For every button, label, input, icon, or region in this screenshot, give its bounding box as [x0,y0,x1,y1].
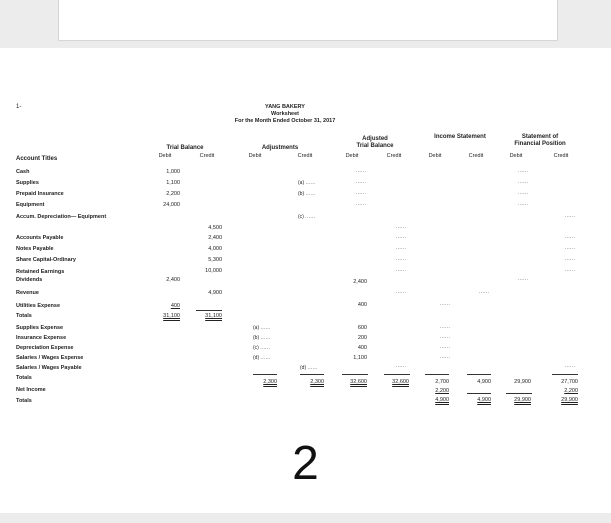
atb-debit-value: 2,400 [353,279,367,285]
account-title: Salaries / Wages Expense [16,355,84,361]
atb-credit-blank: ...... [396,256,407,262]
sfp-debit-total: 29,900 [514,379,531,385]
sfp-debit-header: Debit [509,153,523,159]
account-title: Utilities Expense [16,303,61,309]
adj-debit-total: 2,300 [263,379,277,385]
atb-credit-blank: ...... [396,289,407,295]
adj-credit-total: 2,300 [310,379,324,385]
tb-credit-header: Credit [199,153,215,159]
adj-credit-marker-c: (c) ...... [298,214,316,220]
is-debit-blank: ...... [440,344,451,350]
worksheet-page [0,48,611,513]
account-title: Prepaid Insurance [16,191,64,197]
tb-debit-total: 31,100 [163,313,180,319]
tb-debit-value: 1,000 [166,169,180,175]
sfp-header-2: Financial Position [514,141,566,147]
sfp-debit-blank: ...... [518,276,529,282]
account-title: Salaries / Wages Payable [16,365,82,371]
tb-debit-header: Debit [158,153,172,159]
is-debit-blank: ...... [440,334,451,340]
trial-balance-header: Trial Balance [166,145,204,151]
is-net-income: 2,200 [435,388,449,394]
atb-debit-blank: ...... [356,201,367,207]
account-title: Notes Payable [16,246,54,252]
adjusted-tb-header-1: Adjusted [362,136,388,142]
adj-debit-marker-d: (d) ...... [253,355,271,361]
atb-credit-blank: ...... [396,363,407,369]
sfp-credit-header: Credit [553,153,569,159]
account-title: Revenue [16,290,39,296]
sfp-debit-blank: ...... [518,168,529,174]
tb-debit-value: 400 [170,303,180,309]
problem-number: 1- [16,104,22,110]
atb-debit-header: Debit [345,153,359,159]
adj-debit-marker-a: (a) ...... [253,325,271,331]
atb-debit-value: 400 [357,345,367,351]
tb-credit-underline [196,310,222,311]
account-title: Equipment [16,202,45,208]
account-title: Supplies Expense [16,325,64,331]
atb-credit-blank: ...... [396,234,407,240]
atb-debit-blank: ...... [356,190,367,196]
adjustments-header: Adjustments [261,145,299,151]
company-name: YANG BAKERY [265,104,305,110]
adj-credit-marker-d: (d) ...... [300,365,318,371]
account-title: Retained Earnings [16,269,65,275]
account-title: Totals [16,398,32,404]
is-final-debit: 4,900 [435,397,449,403]
tb-credit-total: 31,100 [205,313,222,319]
account-title: Accounts Payable [16,235,64,241]
adj-debit-marker-b: (b) ...... [253,335,271,341]
account-titles-header: Account Titles [16,156,58,162]
is-debit-blank: ...... [440,354,451,360]
tb-credit-value: 5,300 [208,257,222,263]
sfp-header-1: Statement of [521,134,559,140]
atb-credit-total: 32,600 [392,379,409,385]
adjusted-tb-header-2: Trial Balance [356,143,394,149]
sfp-final-credit: 29,900 [561,397,578,403]
account-title: Totals [16,313,32,319]
tb-credit-value: 10,000 [205,268,222,274]
account-title: Net Income [16,387,46,393]
account-title: Accum. Depreciation— Equipment [16,214,107,220]
atb-debit-blank: ...... [356,179,367,185]
account-title: Share Capital-Ordinary [16,257,76,263]
atb-debit-blank: ...... [356,168,367,174]
atb-debit-value: 1,100 [353,355,367,361]
is-debit-header: Debit [428,153,442,159]
is-credit-total: 4,900 [477,379,491,385]
account-title: Dividends [16,277,43,283]
worksheet-title: Worksheet [270,111,300,117]
sfp-credit-blank: ...... [565,213,576,219]
account-title: Totals [16,375,32,381]
tb-credit-value: 2,400 [208,235,222,241]
is-debit-blank: ...... [440,301,451,307]
sfp-debit-blank: ...... [518,201,529,207]
atb-debit-total: 32,600 [350,379,367,385]
tb-credit-value: 4,900 [208,290,222,296]
sfp-credit-blank: ...... [565,256,576,262]
adj-debit-header: Debit [248,153,262,159]
atb-debit-value: 400 [357,302,367,308]
page-number: 2 [292,437,319,490]
adj-debit-marker-c: (c) ...... [253,345,271,351]
sfp-credit-blank: ...... [565,245,576,251]
sfp-credit-blank: ...... [565,363,576,369]
adj-credit-marker-a: (a) ...... [298,180,316,186]
atb-credit-header: Credit [386,153,402,159]
is-credit-header: Credit [468,153,484,159]
previous-page-card [58,0,558,41]
account-title: Depreciation Expense [16,345,74,351]
income-statement-header: Income Statement [434,134,486,140]
sfp-net-income: 2,200 [564,388,578,394]
sfp-credit-blank: ...... [565,234,576,240]
account-title: Cash [16,169,30,175]
sfp-debit-blank: ...... [518,190,529,196]
is-credit-blank: ...... [479,289,490,295]
atb-debit-value: 200 [357,335,367,341]
sfp-credit-blank: ...... [565,267,576,273]
tb-debit-value: 2,200 [166,191,180,197]
is-debit-total: 2,700 [435,379,449,385]
tb-debit-value: 2,400 [166,277,180,283]
adj-credit-header: Credit [297,153,313,159]
tb-credit-value: 4,000 [208,246,222,252]
tb-debit-value: 24,000 [163,202,180,208]
sfp-debit-blank: ...... [518,179,529,185]
atb-credit-blank: ...... [396,245,407,251]
atb-credit-blank: ...... [396,267,407,273]
account-title: Insurance Expense [16,335,67,341]
tb-debit-value: 1,100 [166,180,180,186]
sfp-final-debit: 29,900 [514,397,531,403]
is-debit-blank: ...... [440,324,451,330]
adj-credit-marker-b: (b) ...... [298,191,316,197]
account-title: Supplies [16,180,39,186]
atb-debit-value: 600 [357,325,367,331]
tb-credit-value: 4,500 [208,225,222,231]
worksheet-period: For the Month Ended October 31, 2017 [234,118,336,124]
is-final-credit: 4,900 [477,397,491,403]
atb-credit-blank: ...... [396,224,407,230]
sfp-credit-total: 27,700 [561,379,578,385]
